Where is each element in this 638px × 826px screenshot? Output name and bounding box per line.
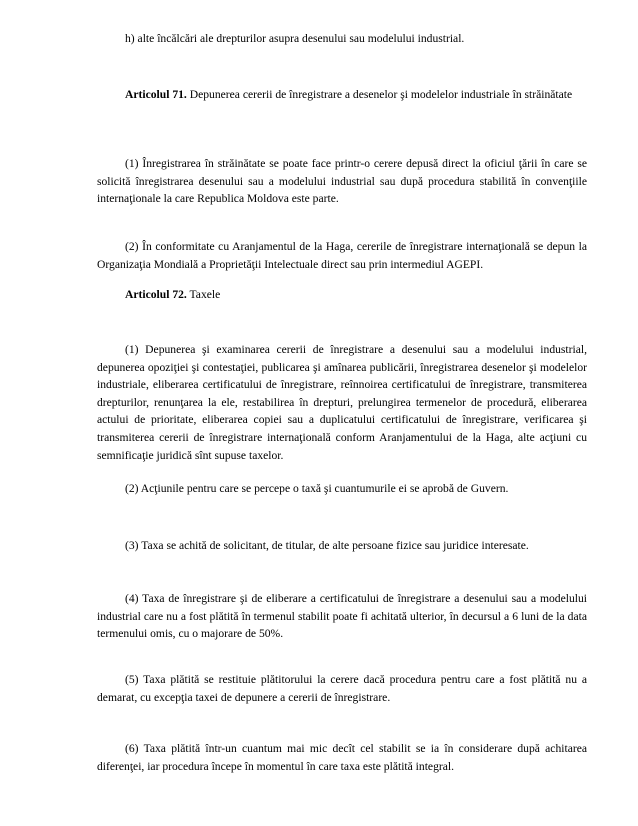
article-72-paragraph-2: (2) Acţiunile pentru care se percepe o taxă şi cuantumurile ei se aprobă de Guvern. [125,482,509,495]
article-72-paragraph-4: (4) Taxa de înregistrare şi de eliberare a certificatului de înregistrare a desenului sau a modelului industrial care nu a fost plătită în termenul stabilit poate fi achitată ulterior, în decursul a 6 luni de la data termenului omis, cu o majorare de 50%. [97,592,587,641]
article-72-paragraph-3: (3) Taxa se achită de solicitant, de titular, de alte persoane fizice sau juridice interesate. [125,539,529,552]
article-71-label: Articolul 71. [125,88,187,101]
article-72-heading [97,286,587,304]
article-71-title: Depunerea cererii de înregistrare a desenelor şi modelelor industriale în străinătate [189,88,573,101]
paragraph-h: h) alte încălcări ale drepturilor asupra desenului sau modelului industrial. [125,32,465,45]
article-71-paragraph-1: (1) Înregistrarea în străinătate se poate face printr-o cerere depusă direct la oficiul ţării în care se solicită înregistrarea desenului sau a modelului industrial sau după procedura stabilită în convenţiile internaţionale la care Republica Moldova este parte. [97,157,587,206]
article-72-paragraph-6: (6) Taxa plătită într-un cuantum mai mic decît cel stabilit se ia în considerare după achitarea diferenţei, iar procedura începe în momentul în care taxa este plătită integral. [97,742,587,773]
article-72-title: Taxele [189,288,221,301]
article-71-heading [97,86,587,104]
article-72-label: Articolul 72. [125,288,187,301]
article-72-paragraph-1: (1) Depunerea şi examinarea cererii de înregistrare a desenului sau a modelului industrial, depunerea opoziţiei şi contestaţiei, publicarea şi amînarea publicării, înregistrarea desenelor şi modelelor industriale, eliberarea certificatului de înregistrare, reînnoirea certificatului de înregistrare, transmiterea drepturilor, renunţarea la ele, restabilirea în drepturi, prelungirea termenelor de procedură, eliberarea actului de prioritate, eliberarea copiei sau a duplicatului certificatului de înregistrare, verificarea şi transmiterea cererii de înregistrare internaţională conform Aranjamentului de la Haga, alte acţiuni cu semnificaţie juridică sînt supuse taxelor. [97,343,587,462]
article-71-paragraph-2: (2) În conformitate cu Aranjamentul de la Haga, cererile de înregistrare internaţională se depun la Organizaţia Mondială a Proprietăţii Intelectuale direct sau prin intermediul AGEPI. [97,240,587,271]
article-72-paragraph-5: (5) Taxa plătită se restituie plătitorului la cerere dacă procedura pentru care a fost plătită nu a demarat, cu excepţia taxei de depunere a cererii de înregistrare. [97,673,587,704]
